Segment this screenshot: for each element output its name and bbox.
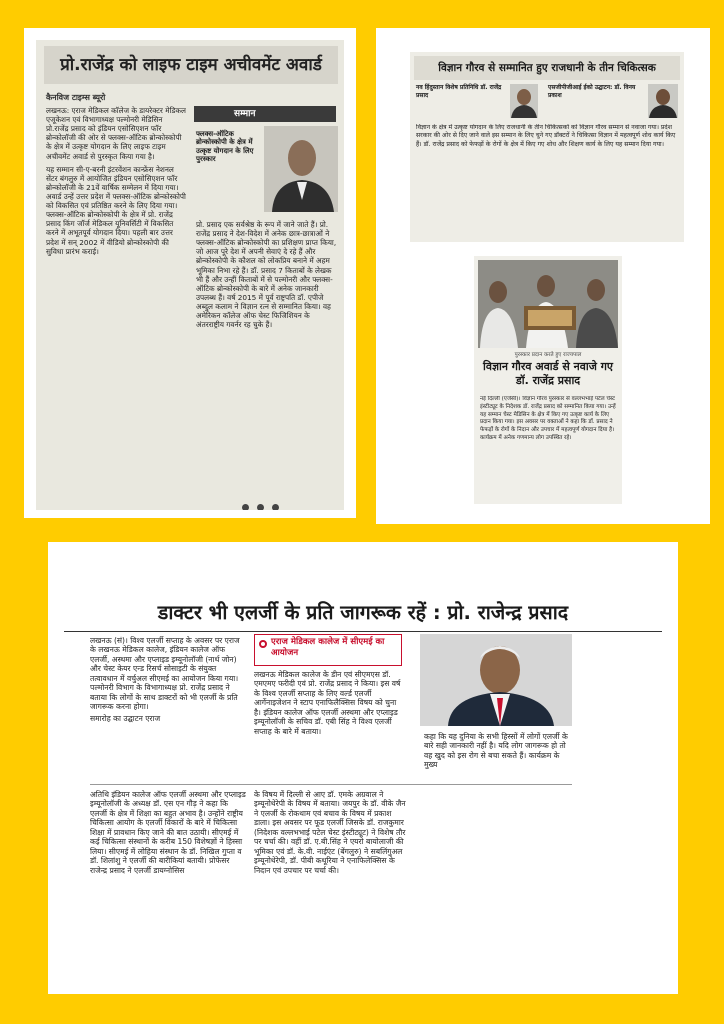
article-paragraph: यह सम्मान सी-ए-बरनी इंटरवेंशन कान्फ्रेंस नेशनल सेंटर बंगलुरु में आयोजित इंडियन एसोसिएशन फॉर ब्रोन्कोलॉजी के 21वें वार्षिक सम्मेलन में दिया गया। अवार्ड उन्हें उत्तर प्रदेश में फ्लक्स-ऑटिक ब्रोन्कोस्कोपी को विकसित एवं प्रतिष्ठित करने के लिए दिया गया। फ्लक्स-ऑटिक ब्रोन्कोस्कोपी के क्षेत्र में प्रो. राजेंद्र प्रसाद किंग जॉर्ज मेडिकल यूनिवर्सिटी में विकसित करने में अभूतपूर्व योगदान दिया। पहली बार उत्तर प्रदेश में सन् 2002 में वीडियो ब्रोन्कोस्कोपी की सुविधा प्रारंभ कराई। — [46, 164, 186, 256]
section-tag: सम्मान — [194, 106, 336, 122]
clipping-headline: प्रो.राजेंद्र को लाइफ टाइम अचीवमेंट अवार्ड — [44, 46, 338, 84]
article-paragraph: लखनऊ: एराज मेडिकल कॉलेज के डायरेक्टर मेडिकल एजूकेशन एवं विभागाध्यक्ष पल्मोनरी मेडिसिन प्रो.राजेंद्र प्रसाद को इंडियन एसोसिएशन फॉर ब्रोन्कोलॉजी की ओर से फ्लक्स-ऑटिक ब्रोन्कोस्कोपी के क्षेत्र में उत्कृष्ट योगदान के लिए लाइफ टाइम अचीवमेंट अवार्ड से पुरस्कृत किया गया है। — [46, 106, 186, 161]
clipping-headline: डाक्टर भी एलर्जी के प्रति जागरूक रहें : प्रो. राजेन्द्र प्रसाद — [157, 601, 569, 624]
article-paragraph: अतिथि इंडियन कालेज ऑफ एलर्जी अस्थमा और एप्लाइड इम्यूनोलॉजी के अध्यक्ष डॉ. एस एन गौड़ ने कहा कि एलर्जी के क्षेत्र में शिक्षा का बहुत अभाव है। उन्होंने राष्ट्रीय चिकित्सा आयोग के एलर्जी विकारों के बारे में चिकित्सा शिक्षा में प्रावधान किए जाने की बात उठायी। सीएमई में कई चिकित्सा संस्थानों के करीब 150 विशेषज्ञों ने हिस्सा लिया। सीएमई में लोहिया संस्थान के डॉ. निखिल गुप्ता व डॉ. शिलांशु ने एलर्जी की बारीकियां बतायी। प्रोफेसर राजेन्द्र प्रसाद ने एलर्जी डायग्नोसिस — [90, 790, 246, 875]
doctor-label-left: नव हिंदुस्तान विशेष प्रतिनिधि डॉ. राजेंद्र प्रसाद — [416, 84, 502, 99]
article-paragraph: समारोह का उद्घाटन एराज — [90, 713, 161, 723]
red-bullet-icon — [259, 640, 267, 648]
article-body-column-4 — [254, 790, 406, 976]
award-ceremony-icon — [478, 260, 618, 348]
slideshow-dots — [242, 496, 302, 504]
photo-caption: पुरस्कार प्रदान करते हुए राज्यपाल — [514, 352, 582, 358]
newspaper-clipping-award-ceremony — [474, 256, 622, 504]
article-body-column-2 — [254, 670, 404, 782]
doctor-photo-right — [648, 84, 678, 118]
clipping-panel-lifetime-award — [24, 28, 356, 518]
article-body-column-1 — [90, 636, 244, 778]
ceremony-photo — [478, 260, 618, 348]
portrait-photo — [264, 126, 338, 212]
clipping-headline: विज्ञान गौरव अवार्ड से नवाजे गए डॉ. राजेंद्र प्रसाद — [483, 360, 613, 388]
clipping-headline: विज्ञान गौरव से सम्मानित हुए राजधानी के तीन चिकित्सक — [414, 56, 680, 80]
clipping-panel-allergy-awareness — [48, 542, 678, 994]
article-paragraph: प्रो. प्रसाद एक सर्वश्रेष्ठ के रूप में जाने जाते हैं। प्रो. राजेंद्र प्रसाद ने देश-विदेश में अनेक छात्र-छात्राओं ने फ्लक्स-ऑटिक ब्रोन्कोस्कोपी का प्रशिक्षण प्राप्त किया, जो आज पूरे देश में अपनी सेवाएं दे रहे हैं और ब्रोन्कोस्कोपी के कौशल को लोकप्रिय बनाने में अहम भूमिका निभा रहे हैं। डॉ. प्रसाद 7 किताबों के लेखक भी हैं और उन्हीं किताबों में से पल्मोनरी और फ्लक्स-ऑटिक ब्रोन्कोस्कोपी के बारे में अनेक जानकारी उपलब्ध हैं। वर्ष 2015 में पूर्व राष्ट्रपति डॉ. एपीजे अब्दुल कलाम ने विज्ञान रत्न से सम्मानित किया। वह अमेरिकन कॉलेज ऑफ चेस्ट फिजिशियन के अंतरराष्ट्रीय गवर्नर रह चुके हैं। — [196, 220, 337, 330]
doctor-photo-left — [510, 84, 538, 118]
clipping-panel-vigyan-gaurav — [376, 28, 710, 524]
clipping-body: विज्ञान के क्षेत्र में उत्कृष्ट योगदान के लिए राजधानी के तीन चिकित्सकों को विज्ञान गौरव सम्मान से नवाजा गया। प्रदेश सरकार की ओर से दिए जाने वाले इस सम्मान के लिए चुने गए डॉक्टरों ने चिकित्सा विज्ञान में महत्वपूर्ण शोध कार्य किए हैं। डॉ. राजेंद्र प्रसाद को फेफड़ों के रोगों के क्षेत्र में किए गए शोध और शिक्षण कार्य के लिए यह सम्मान दिया गया। — [416, 124, 676, 148]
article-paragraph: लखनऊ (सं)। विश्व एलर्जी सप्ताह के अवसर पर एराज के लखनऊ मेडिकल कालेज, इंडियन कालेज ऑफ एलर्जी, अस्थमा और एप्लाइड इम्यूनोलॉजी (नार्थ जोन) और चेस्ट केयर एन्ड रिसर्च सोसाइटी के संयुक्त तत्वावधान में वर्चुअल सीएमई का आयोजन किया गया। पल्मोनरी विभाग के विभागाध्यक्ष प्रो. राजेंद्र प्रसाद ने बताया कि लोगों के साथ डाक्टरों को भी एलर्जी के प्रति जागरूक करना होगा। — [90, 636, 240, 712]
clipping-body: नई दिल्ली (एजेंसी)। विज्ञान गौरव पुरस्कार से वल्लभभाई पटेल चेस्ट इंस्टीट्यूट के निदेशक डॉ. राजेंद्र प्रसाद को सम्मानित किया गया। उन्हें यह सम्मान चेस्ट मेडिसिन के क्षेत्र में किए गए उत्कृष्ट कार्य के लिए प्रदान किया गया। इस अवसर पर वक्ताओं ने कहा कि डॉ. प्रसाद ने फेफड़ों के रोगों के निदान और उपचार में महत्वपूर्ण योगदान दिया है। कार्यक्रम में अनेक गणमान्य लोग उपस्थित रहे। — [480, 396, 616, 442]
newspaper-clipping-three-doctors — [410, 52, 684, 242]
portrait-figure-icon — [420, 634, 572, 726]
photo-caption: कहा कि यह दुनिया के सभी हिस्सों में लोगों एलर्जी के बारे सही जानकारी नहीं है। यदि लोग जागरूक हो तो वह खुद को इस रोग से बचा सकते हैं। कार्यक्रम के मुख्य — [424, 732, 568, 770]
article-body-column-1 — [46, 106, 186, 498]
article-paragraph: लखनऊ मेडिकल कालेज के डीन एवं सीएमएस डॉ. एमएमए फरीदी एवं प्रो. राजेंद्र प्रसाद ने किया। इस वर्ष के विश्व एलर्जी सप्ताह के लिए वर्ल्ड एलर्जी आर्गेनाइजेशन ने स्टाप एनाफिलैक्सिस विषय को चुना है। इंडियन कालेज ऑफ एलर्जी अस्थमा और एप्लाइड इम्यूनोलॉजी के सचिव डॉ. एबी सिंह ने विश्व एलर्जी सप्ताह के बारे में बताया। — [254, 670, 401, 736]
article-body-column-2 — [196, 220, 338, 490]
sidebar-box-heading: एराज मेडिकल कालेज में सीएमई का आयोजन — [271, 637, 385, 659]
article-paragraph: के विषय में दिल्ली से आए डॉ. एमके अग्रवाल ने इम्यूनोथेरेपी के विषय में बताया। जयपुर के डॉ. वीके जैन ने एलर्जी के रोकथाम एवं बचाव के विषय में प्रकाश डाला। इस अवसर पर फूड एलर्जी जिसके डॉ. राजकुमार (निदेशक वल्लभभाई पटेल चेस्ट इंस्टीट्यूट) ने विशेष तौर पर चर्चा की। वहीं डॉ. ए.बी.सिंह ने एयरो बायोलाजी की भूमिका एवं डॉ. के.वी. नाईएंट (बेंगलुरु) ने सबलिंगुअल इम्यूनोथेरेपी, डॉ. पीबी कथूरिया ने एनाफिलेक्सिस के निदान एवं उपचार पर चर्चा की। — [254, 790, 406, 875]
newspaper-clipping — [36, 40, 344, 510]
section-rule — [90, 784, 572, 785]
photo-caption: फ्लक्स-ऑटिक ब्रोन्कोस्कोपी के क्षेत्र में उत्कृष्ट योगदान के लिए पुरस्कार — [196, 130, 254, 164]
portrait-figure-icon — [510, 84, 538, 118]
byline: कैनविज टाइम्स ब्यूरो — [46, 93, 106, 102]
headline-rule — [64, 631, 662, 632]
sidebar-box-title — [254, 634, 402, 666]
doctor-label-right: एसजीपीजीआई ईको उद्घाटन: डॉ. विनय प्रकाश — [548, 84, 636, 99]
portrait-figure-icon — [648, 84, 678, 118]
article-body-column-3 — [90, 790, 246, 976]
portrait-photo — [420, 634, 572, 726]
portrait-figure-icon — [264, 126, 338, 212]
